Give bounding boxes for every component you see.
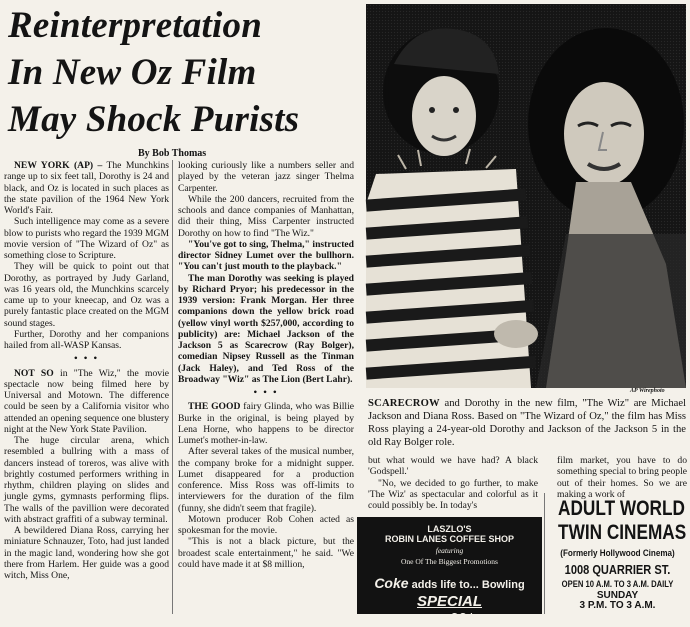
article-column-4 [557,455,687,500]
paragraph-text: looking curiously like a numbers seller and played by the veteran jazz singer Thelma Carpenter. [178,160,354,194]
cinema-title-1: ADULT WORLD [558,497,685,520]
caption-text: and Dorothy in the new film, "The Wiz" are Michael Jackson and Diana Ross. Based on "The Wizard of Oz," the film has Miss Ross playing a 24-year-old Dorothy and Jackson of the Jackson 5 in the old Ray Bolger role. [368,398,686,448]
ad-coke-slogan: adds life to... Bowling [411,579,525,591]
ad-featuring: featuring [435,546,464,555]
ad-shop-owner: LASZLO'S [427,524,472,534]
paragraph-text: in "The Wiz," the movie spectacle now being filmed here by Universal and Motown. The difference could be seen by a California visitor who attended an opening sequence one blustery night at the New York State Pavilion. [4,367,170,435]
ad-special: SPECIAL [416,593,482,610]
paragraph-text: The huge circular arena, which resembled a bullring with a mass of dancers instead of toreros, was alive with brightly costumed performers writhing in rhythm, children playing on slides and jungle gyms, gymnasts performing flips. The walls of the pavillion were decorated with abstract graffiti of a subway terminal. [4,435,169,525]
paragraph-text: "This is not a black picture, but the broadest scale entertainment," he said. "We could have made it at $8 million, [178,536,354,570]
photo-caption [368,397,686,451]
ad-shop-name: ROBIN LANES COFFEE SHOP [384,534,514,544]
article-photo [366,4,686,388]
ad-promo: One Of The Biggest Promotions [401,557,498,566]
paragraph-text: The Munchkins range up to six feet tall, Dorothy is 24 and black, and Oz is located in such places as the state pavilion of the 1964 New York World's Fair. [4,160,169,216]
article-paragraph [368,455,538,478]
cinema-address: 1008 QUARRIER ST. [564,562,671,577]
cinema-ad [544,493,690,614]
coke-logo: Coke [374,575,409,591]
paragraph-lead: NOT SO [14,367,54,379]
coffee-shop-ad [357,517,542,627]
ad-price: 00¢ [450,610,476,627]
headline [8,2,360,143]
paragraph-text: "No, we decided to go further, to make 'The Wiz' as spectacular and colorful as it could possibly be. In today's [368,477,538,511]
column-divider [172,160,173,614]
byline: By Bob Thomas [138,148,207,159]
article-paragraph [4,329,169,352]
article-paragraph [178,273,354,386]
paragraph-text: Further, Dorothy and her companions hailed from all-WASP Kansas. [4,328,169,351]
article-paragraph [368,478,538,512]
caption-lead: SCARECROW [368,398,440,409]
paragraph-text: Motown producer Rob Cohen acted as spokesman for the movie. [178,513,354,536]
scarecrow-and-dorothy-photo [366,4,686,388]
article-paragraph [4,435,169,525]
article-paragraph [178,401,354,446]
article-paragraph [178,536,354,570]
article-paragraph [178,160,354,194]
paragraph-text: They will be quick to point out that Dorothy, as portrayed by Judy Garland, was 16 years old, the Munchkins scarcely came up to your kneecap, and Oz was a purely fantastic place created on the MGM sound stages. [4,261,169,329]
article-paragraph [4,216,169,261]
article-paragraph [178,514,354,537]
article-column-2 [178,160,354,614]
paragraph-text: fairy Glinda, who was Billie Burke in the original, is being played by Lena Horne, who happens to be director Lumet's mother-in-law. [178,401,354,446]
article-column-3 [368,455,538,511]
section-break: • • • [253,387,279,398]
paragraph-text: Such intelligence may come as a severe blow to purists who regard the 1939 MGM movie version of "The Wizard of Oz" as something close to Scripture. [4,216,169,261]
article-paragraph [178,446,354,514]
article-paragraph [178,239,354,273]
article-column-1 [4,160,169,614]
cinema-sunday: SUNDAY [596,590,639,601]
paragraph-text: A bewildered Diana Ross, carrying her miniature Schnauzer, Toto, had just landed in the magic land, wondering how she got there from Harlem. Her guide was a good witch, Miss One, [4,525,169,581]
paragraph-lead: THE GOOD [188,401,241,413]
photo-credit: AP Wirephoto [630,388,665,394]
paragraph-text: "You've got to sing, Thelma," instructed director Sidney Lumet over the bullhorn. "You can't just mouth to the playback." [178,238,354,273]
article-paragraph [4,525,169,581]
article-paragraph [178,194,354,239]
article-paragraph [4,160,169,216]
headline-line-3: May Shock Purists [8,99,300,140]
paragraph-text: After several takes of the musical number, the company broke for a midnight supper. Lumet disappeared for a production conference. Miss Ross was off-limits to interviewers for the duration of the film (funny, she didn't seem that fragile). [178,446,354,514]
article-paragraph [4,368,169,436]
cinema-title-2: TWIN CINEMAS [558,521,687,544]
headline-line-2: In New Oz Film [8,52,257,93]
cinema-hours: OPEN 10 A.M. TO 3 A.M. DAILY [561,579,674,589]
paragraph-lead: NEW YORK (AP) – [14,160,103,171]
paragraph-text: but what would we have had? A black 'Godspell.' [368,455,538,478]
paragraph-text: The man Dorothy was seeking is played by Richard Pryor; his predecessor in the 1939 version: Frank Morgan. Her three companions down the yellow brick road (yellow vinyl worth $257,000, according to publicity) are: Michael Jackson of the Jackson 5 as Scarecrow (Ray Bolger), comedian Nipsey Russell as the Tinman (Jack Haley), and Ted Ross of the Broadway "Wiz" as The Lion (Bert Lahr). [178,272,354,385]
ad-price-qty: 2 [423,615,429,625]
cinema-former-name: (Formerly Hollywood Cinema) [560,548,675,559]
article-paragraph [4,261,169,329]
section-break: • • • [74,353,99,365]
headline-line-1: Reinterpretation [8,5,262,46]
cinema-sunday-hours: 3 P.M. TO 3 A.M. [579,600,656,611]
paragraph-text: While the 200 dancers, recruited from the schools and dance companies of Manhattan, did their thing, Miss Carpenter instructed Dorothy on how to find "The Wiz." [178,193,354,239]
paragraph-text: film market, you have to do something special to bring people out of their homes. So we are making a work of [557,455,687,500]
